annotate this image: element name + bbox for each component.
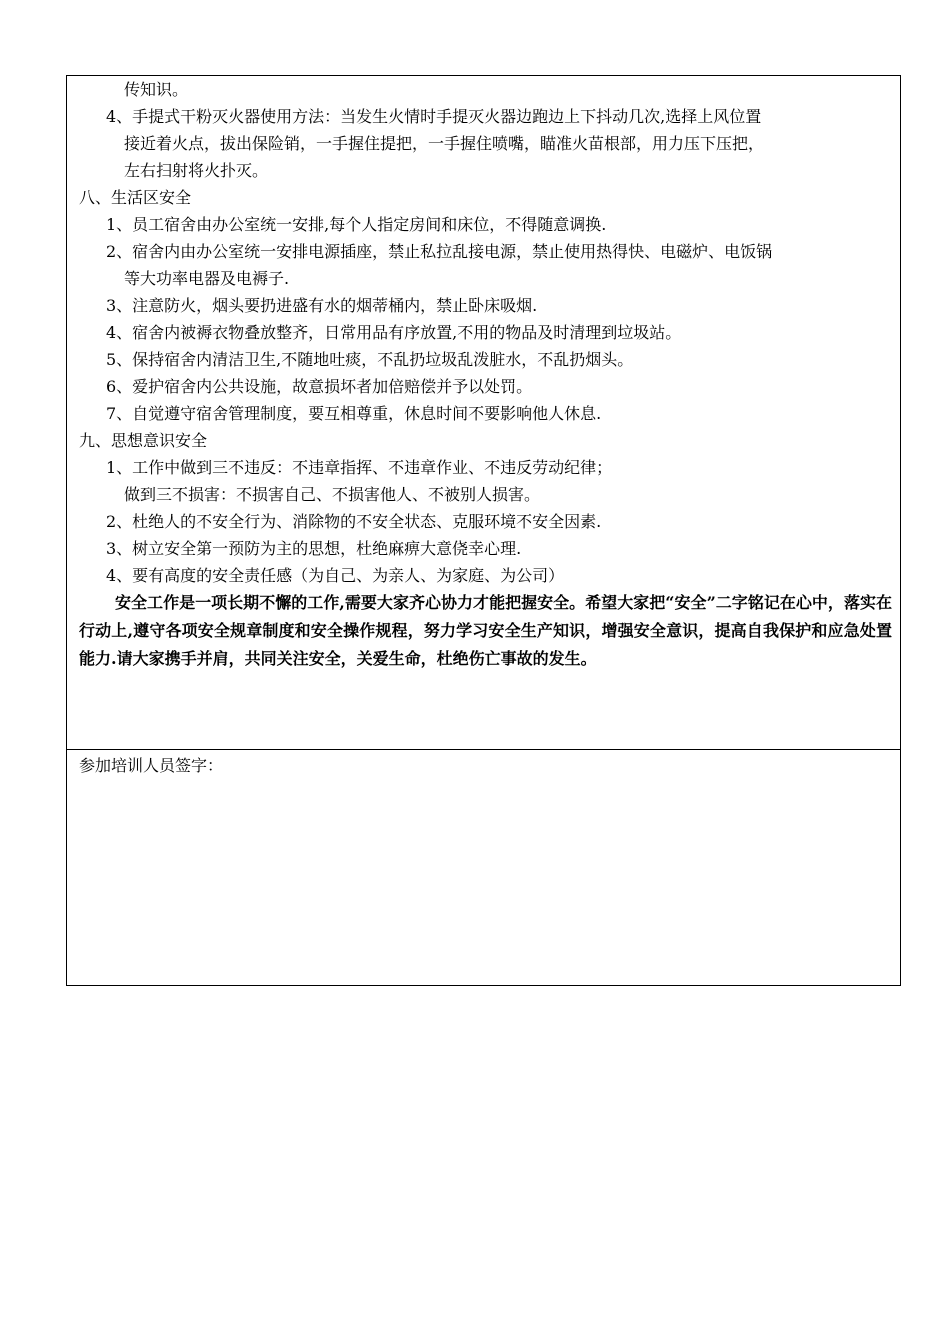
training-record-table xyxy=(66,75,901,986)
fire-item-4-line-3: 左右扫射将火扑灭。 xyxy=(124,161,269,180)
section-8-title: 八、生活区安全 xyxy=(79,188,192,207)
section-8-item: 5、保持宿舍内清洁卫生,不随地吐痰，不乱扔垃圾乱泼脏水，不乱扔烟头。 xyxy=(106,350,634,369)
section-8-item: 6、爱护宿舍内公共设施，故意损坏者加倍赔偿并予以处罚。 xyxy=(106,377,533,396)
closing-paragraph-text: 安全工作是一项长期不懈的工作,需要大家齐心协力才能把握安全。希望大家把“安全”二字铭记在心中，落实在行动上,遵守各项安全规章制度和安全操作规程，努力学习安全生产知识，增强安全意识，提高自我保护和应急处置能力.请大家携手并肩，共同关注安全，关爱生命，杜绝伤亡事故的发生。 xyxy=(79,593,892,668)
section-9-item-continued: 做到三不损害：不损害自己、不损害他人、不被别人损害。 xyxy=(124,485,541,504)
fire-item-4-line-1: 4、手提式干粉灭火器使用方法：当发生火情时手提灭火器边跑边上下抖动几次,选择上风位置 xyxy=(106,107,762,126)
section-8-item: 2、宿舍内由办公室统一安排电源插座，禁止私拉乱接电源，禁止使用热得快、电磁炉、电饭锅 xyxy=(106,242,773,261)
section-8-item: 3、注意防火，烟头要扔进盛有水的烟蒂桶内，禁止卧床吸烟. xyxy=(106,296,538,315)
section-9-item: 2、杜绝人的不安全行为、消除物的不安全状态、克服环境不安全因素. xyxy=(106,512,602,531)
section-9-item: 4、要有高度的安全责任感（为自己、为亲人、为家庭、为公司） xyxy=(106,566,565,585)
continuation-text: 传知识。 xyxy=(124,80,189,99)
section-8-item: 1、员工宿舍由办公室统一安排,每个人指定房间和床位，不得随意调换. xyxy=(106,215,607,234)
signature-label: 参加培训人员签字： xyxy=(79,756,224,775)
training-content-cell xyxy=(67,76,900,750)
fire-item-4-line-2: 接近着火点，拔出保险销，一手握住提把，一手握住喷嘴，瞄准火苗根部，用力压下压把， xyxy=(124,134,765,153)
section-9-title: 九、思想意识安全 xyxy=(79,431,208,450)
section-8-item: 4、宿舍内被褥衣物叠放整齐，日常用品有序放置,不用的物品及时清理到垃圾站。 xyxy=(106,323,682,342)
closing-paragraph xyxy=(79,589,892,673)
section-9-item: 1、工作中做到三不违反：不违章指挥、不违章作业、不违反劳动纪律； xyxy=(106,458,613,477)
signature-cell[interactable] xyxy=(67,750,900,985)
section-9-item: 3、树立安全第一预防为主的思想，杜绝麻痹大意侥幸心理. xyxy=(106,539,522,558)
section-8-item: 7、自觉遵守宿舍管理制度，要互相尊重，休息时间不要影响他人休息. xyxy=(106,404,602,423)
section-8-item-continued: 等大功率电器及电褥子. xyxy=(124,269,290,288)
